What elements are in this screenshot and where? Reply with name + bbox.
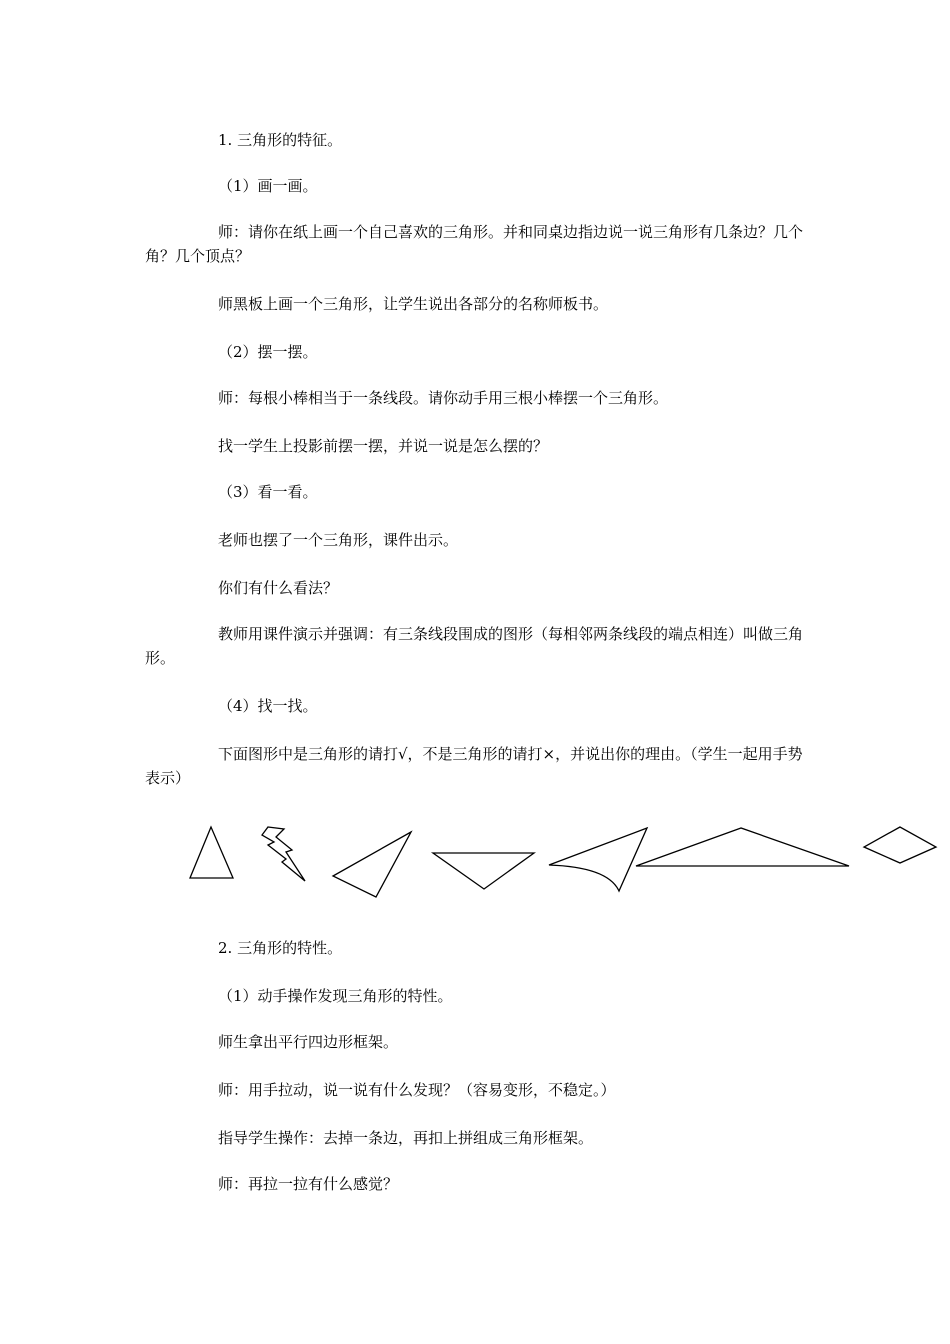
paragraph-find-instruction: 下面图形中是三角形的请打√，不是三角形的请打×，并说出你的理由。（学生一起用手势表示） — [145, 745, 803, 787]
shape-acute-triangle — [190, 827, 233, 878]
section-heading-properties: 2. 三角形的特性。 — [218, 939, 343, 957]
paragraph-pull-again: 师：再拉一拉有什么感觉？ — [218, 1175, 399, 1193]
paragraph-pull: 师：用手拉动，说一说有什么发现？（容易变形，不稳定。） — [218, 1081, 616, 1099]
paragraph-opinion: 你们有什么看法？ — [218, 579, 339, 597]
shape-figures — [0, 815, 950, 905]
paragraph-courseware: 老师也摆了一个三角形，课件出示。 — [218, 531, 459, 549]
paragraph-definition: 教师用课件演示并强调：有三条线段围成的图形（每相邻两条线段的端点相连）叫做三角形。 — [145, 625, 804, 667]
subheading-hands-on: （1）动手操作发现三角形的特性。 — [218, 987, 453, 1005]
subheading-draw: （1）画一画。 — [218, 177, 318, 195]
paragraph-blackboard: 师黑板上画一个三角形，让学生说出各部分的名称师板书。 — [218, 295, 609, 313]
paragraph-sticks: 师：每根小棒相当于一条线段。请你动手用三根小棒摆一个三角形。 — [218, 389, 669, 407]
shape-curved-triangle — [549, 828, 647, 891]
subheading-arrange: （2）摆一摆。 — [218, 343, 318, 361]
section-heading-features: 1. 三角形的特征。 — [218, 131, 343, 149]
paragraph-guide: 指导学生操作：去掉一条边，再扣上拼组成三角形框架。 — [218, 1129, 594, 1147]
shape-inverted-triangle — [433, 853, 534, 889]
paragraph-frame: 师生拿出平行四边形框架。 — [218, 1033, 399, 1051]
shape-lightning-bolt — [262, 827, 305, 881]
shape-obtuse-triangle — [333, 832, 411, 897]
paragraph-projector: 找一学生上投影前摆一摆，并说一说是怎么摆的？ — [218, 437, 549, 455]
paragraph-teacher-draw-instruction: 师：请你在纸上画一个自己喜欢的三角形。并和同桌边指边说一说三角形有几条边？几个角？几个顶点？ — [145, 223, 804, 265]
shape-wide-triangle — [636, 828, 849, 866]
subheading-find: （4）找一找。 — [218, 697, 318, 715]
subheading-look: （3）看一看。 — [218, 483, 318, 501]
shape-rhombus — [864, 827, 936, 863]
